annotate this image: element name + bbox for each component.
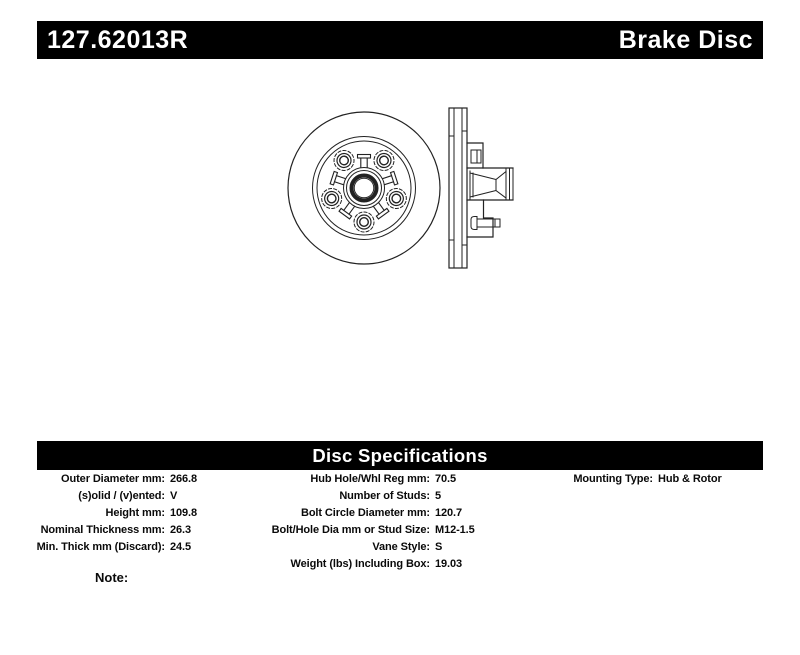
stud-hole <box>354 212 374 232</box>
spec-column-left <box>28 471 197 556</box>
spec-label: Min. Thick mm (Discard): <box>36 541 165 553</box>
spec-value: 19.03 <box>435 558 463 570</box>
spec-row-min-thickness <box>28 539 197 556</box>
spec-label: Height mm: <box>105 507 165 519</box>
spec-row-number-of-studs <box>248 488 475 505</box>
spec-value: 266.8 <box>170 473 198 485</box>
spec-row-height <box>28 505 197 522</box>
spec-label: Bolt Circle Diameter mm: <box>300 507 430 519</box>
spec-value: 120.7 <box>435 507 463 519</box>
note-label: Note: <box>95 570 129 585</box>
spec-value: V <box>170 490 178 502</box>
spec-value: 5 <box>435 490 442 502</box>
spec-row-outer-diameter <box>28 471 197 488</box>
spec-row-nominal-thickness <box>28 522 197 539</box>
spoke-mark <box>371 201 389 219</box>
spec-label: Weight (lbs) Including Box: <box>290 558 430 570</box>
spec-label: Vane Style: <box>372 541 430 553</box>
spec-row-vane-style <box>248 539 475 556</box>
spec-label: (s)olid / (v)ented: <box>78 490 165 502</box>
stud-hole <box>384 186 409 211</box>
spec-row-mounting-type <box>538 471 722 488</box>
spec-label: Number of Studs: <box>339 490 430 502</box>
spec-row-hub-hole <box>248 471 475 488</box>
spec-value: 24.5 <box>170 541 192 553</box>
product-type-title: Brake Disc <box>618 25 753 54</box>
spec-row-stud-size <box>248 522 475 539</box>
spec-row-weight <box>248 556 475 573</box>
spec-column-right <box>538 471 722 488</box>
spec-row-bolt-circle-diameter <box>248 505 475 522</box>
rotor-outer-edge <box>288 112 440 264</box>
spec-label: Bolt/Hole Dia mm or Stud Size: <box>271 524 430 536</box>
spec-value: 26.3 <box>170 524 192 536</box>
side-view <box>449 108 513 268</box>
rotor-disc-section <box>449 108 467 268</box>
spec-value: Hub & Rotor <box>658 473 722 485</box>
hat-section <box>467 143 483 168</box>
hub-pad-outer-ring <box>313 137 416 240</box>
spec-section-title: Disc Specifications <box>312 444 488 466</box>
spec-label: Nominal Thickness mm: <box>40 524 165 536</box>
spec-column-middle <box>248 471 475 573</box>
stud-hole <box>319 186 344 211</box>
spec-label: Mounting Type: <box>573 473 653 485</box>
spec-value: 109.8 <box>170 507 198 519</box>
spec-label: Hub Hole/Whl Reg mm: <box>310 473 430 485</box>
hub-barrel <box>467 168 513 200</box>
spec-label: Outer Diameter mm: <box>61 473 165 485</box>
hub-pad-inner-ring <box>317 141 411 235</box>
part-number: 127.62013R <box>47 25 189 54</box>
spec-value: 70.5 <box>435 473 457 485</box>
spec-value: M12-1.5 <box>435 524 475 536</box>
front-view <box>288 112 440 264</box>
spec-value: S <box>435 541 443 553</box>
spoke-mark <box>339 201 357 219</box>
spoke-mark <box>358 155 371 168</box>
spec-section-bar <box>37 441 763 470</box>
spec-row-solid-vented <box>28 488 197 505</box>
